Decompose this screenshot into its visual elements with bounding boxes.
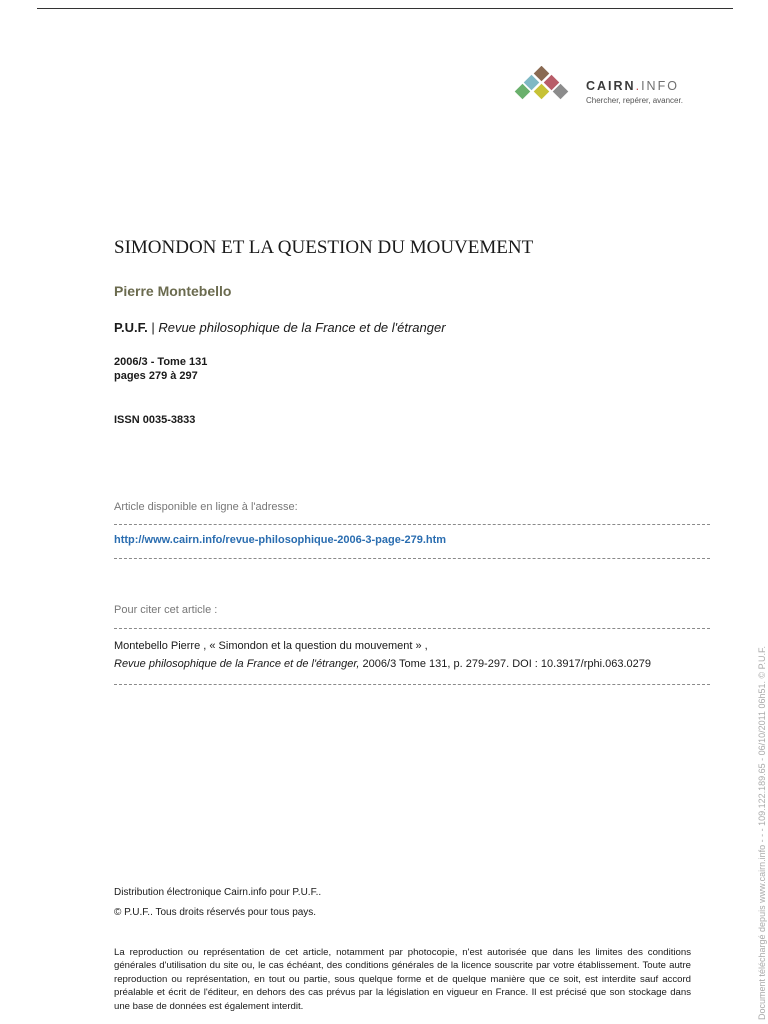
citation-details: 2006/3 Tome 131, p. 279-297. DOI : 10.3917/rphi.063.0279: [359, 658, 652, 670]
publisher-line: [114, 320, 446, 335]
journal-name: Revue philosophique de la France et de l'étranger: [158, 320, 446, 335]
article-title: SIMONDON ET LA QUESTION DU MOUVEMENT: [114, 237, 534, 258]
distribution-note: Distribution électronique Cairn.info pour P.U.F..: [114, 887, 322, 898]
issue-info: [114, 355, 207, 383]
divider: [114, 684, 710, 685]
issue-volume: 2006/3 - Tome 131: [114, 356, 208, 368]
publisher-separator: |: [147, 320, 159, 335]
cairn-diamonds-icon: [514, 66, 576, 110]
issue-pages: pages 279 à 297: [114, 370, 198, 382]
divider: [114, 628, 710, 629]
publisher-name: P.U.F.: [114, 320, 148, 335]
legal-notice: La reproduction ou représentation de cet article, notamment par photocopie, n'est autorisée que dans les limites des conditions générales d'utilisation du site ou, le cas échéant, des conditions générales de la licence souscrite par votre établissement. Toute autre reproduction ou représentation, en tout ou partie, sous quelque forme et de quelque manière que ce soit, est interdite sauf accord préalable et écrit de l'éditeur, en dehors des cas prévus par la législation en vigueur en France. Il est précisé que son stockage dans une base de données est également interdit.: [114, 947, 691, 1012]
issn: ISSN 0035-3833: [114, 414, 196, 426]
diamond-brown: [534, 66, 550, 81]
divider: [114, 558, 710, 559]
divider: [114, 524, 710, 525]
cairn-wordmark: CAIRN.INFO: [586, 79, 679, 93]
article-url-link[interactable]: http://www.cairn.info/revue-philosophique-2006-3-page-279.htm: [114, 534, 447, 546]
online-label: Article disponible en ligne à l'adresse:: [114, 501, 298, 513]
top-rule: [37, 8, 733, 9]
citation-line-1: Montebello Pierre , « Simondon et la question du mouvement » ,: [114, 640, 428, 652]
download-watermark: Document téléchargé depuis www.cairn.info - - - 109.122.189.65 - 06/10/2011 06h51. © P.U.F.: [757, 645, 767, 1020]
cairn-tagline: Chercher, repérer, avancer.: [586, 96, 683, 105]
article-author: Pierre Montebello: [114, 283, 232, 299]
copyright-note: © P.U.F.. Tous droits réservés pour tous pays.: [114, 907, 317, 918]
cairn-logo[interactable]: [514, 66, 704, 110]
diamond-yellow: [534, 84, 550, 100]
citation-line-2: [114, 658, 651, 670]
cite-label: Pour citer cet article :: [114, 604, 218, 616]
citation-journal: Revue philosophique de la France et de l'étranger,: [114, 658, 360, 670]
